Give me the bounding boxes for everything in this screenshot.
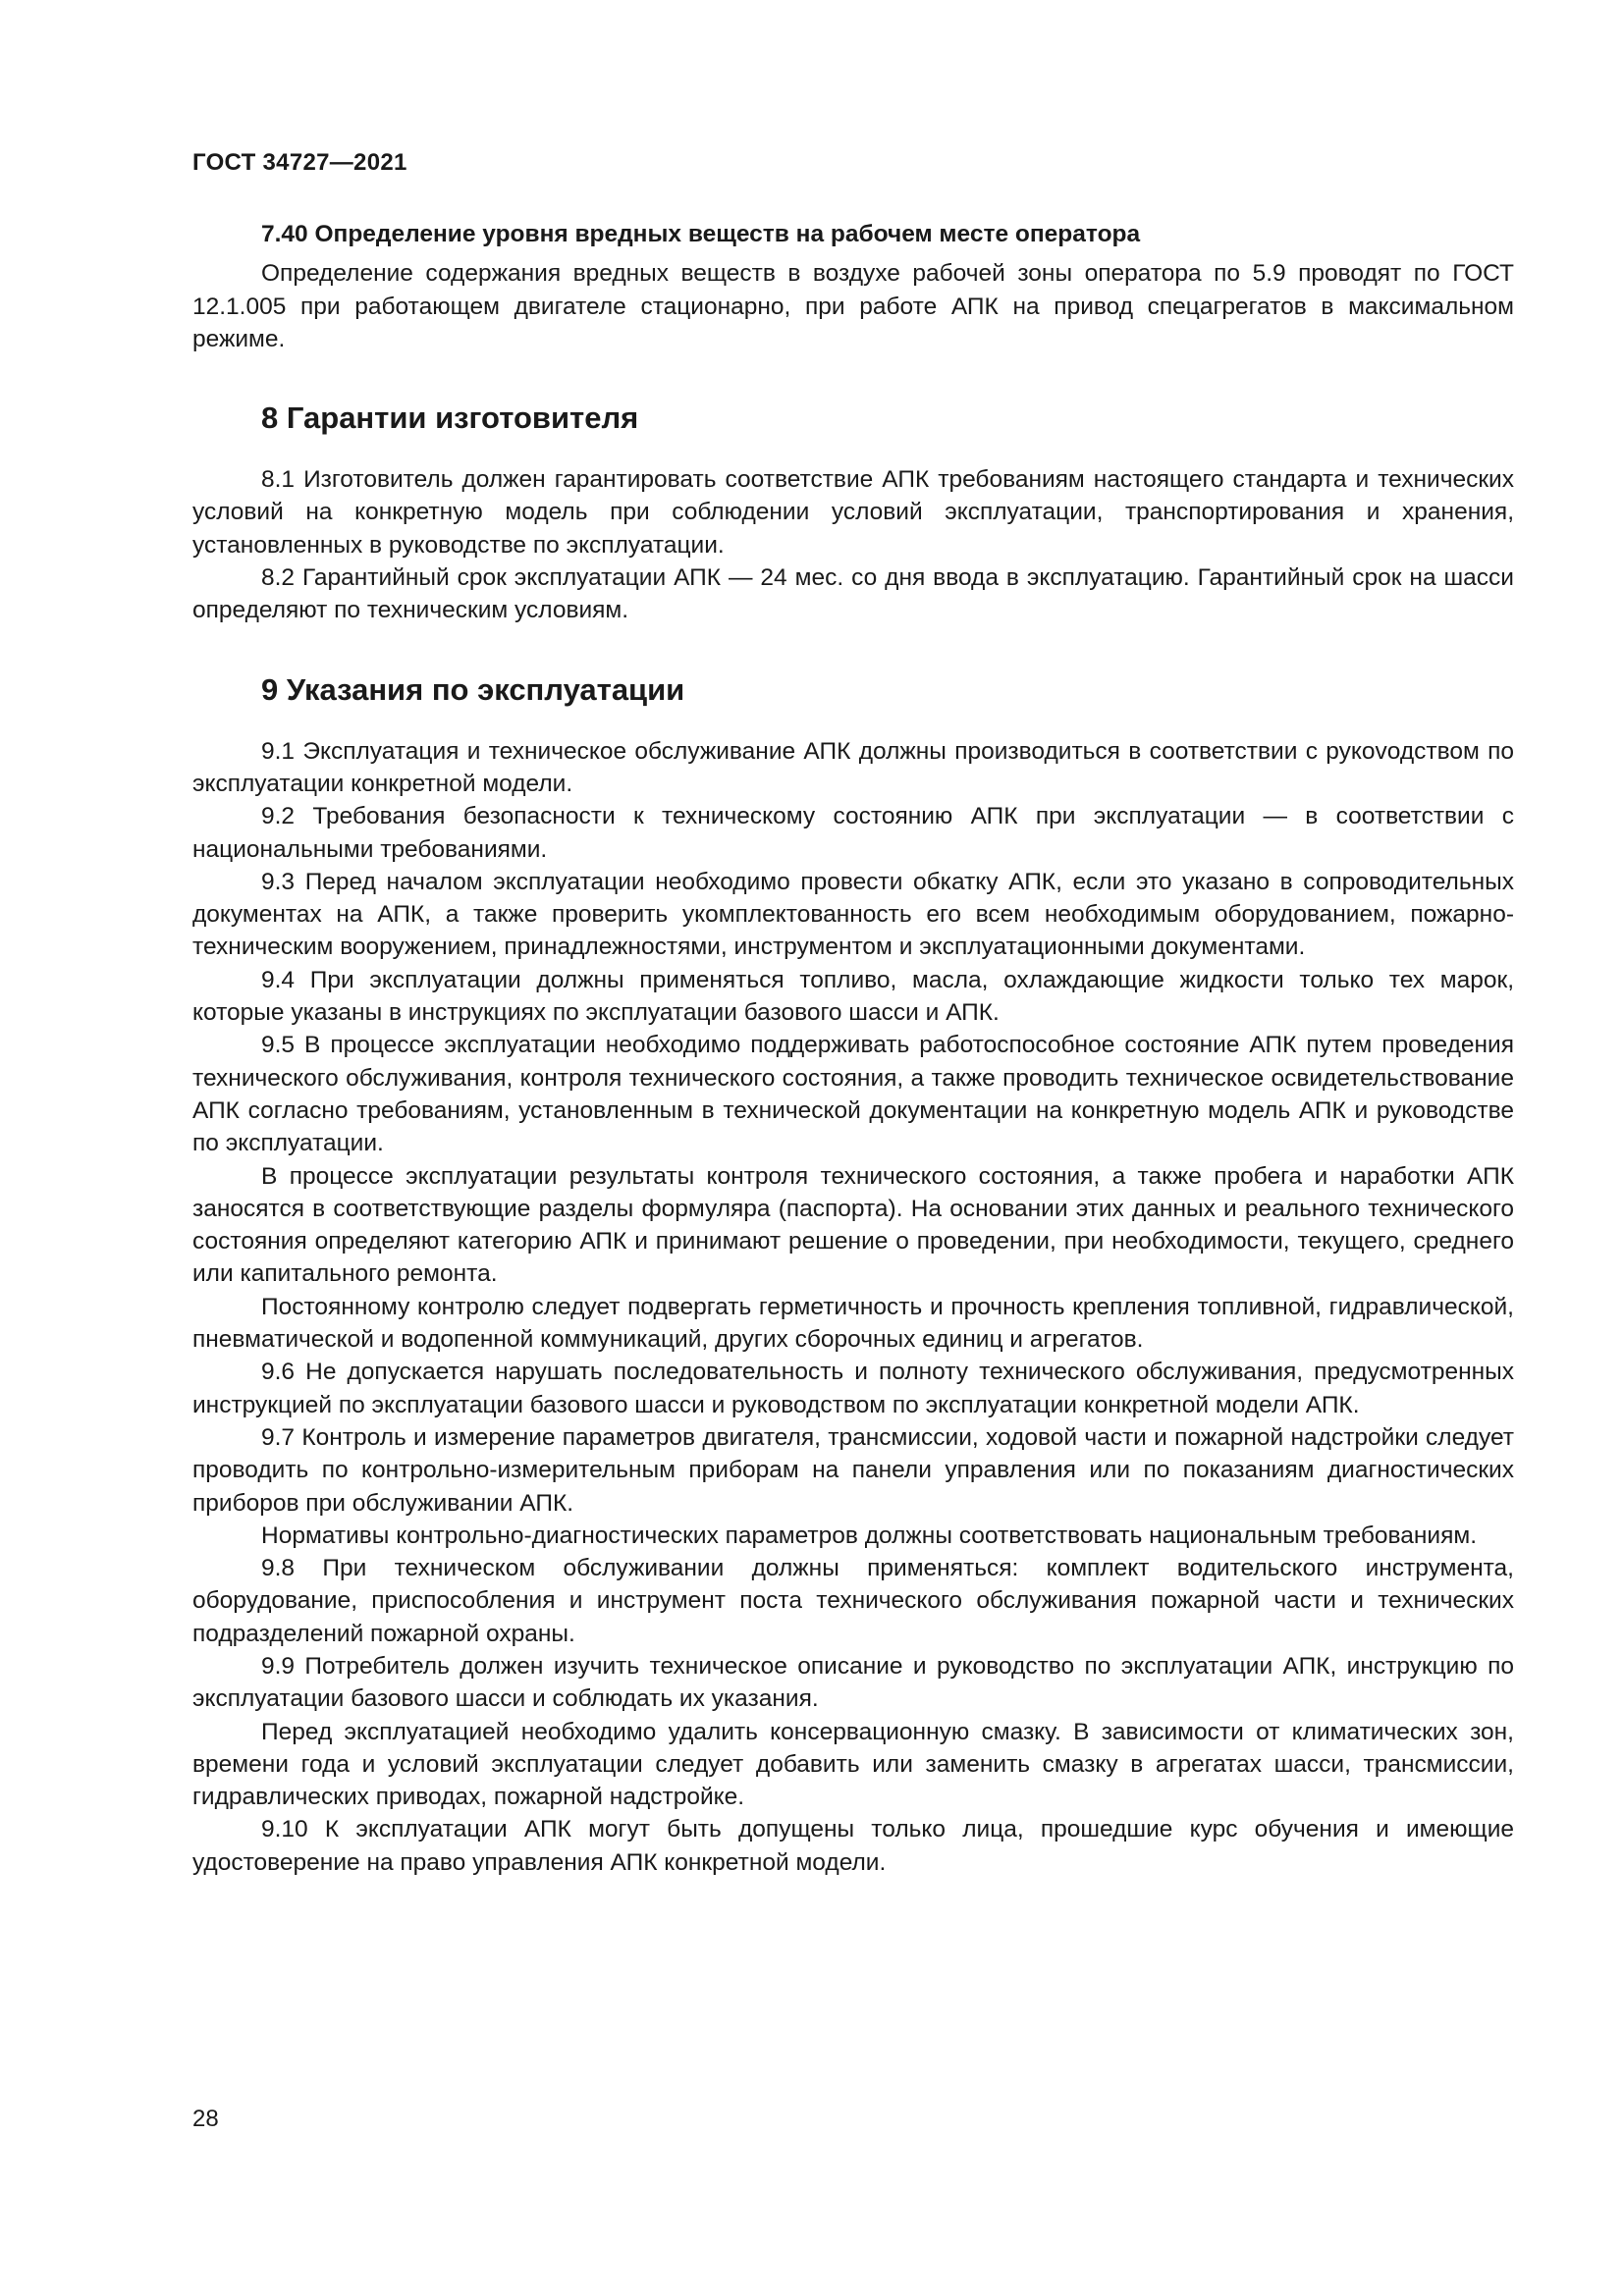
paragraph-9-6: 9.6 Не допускается нарушать последовательность и полноту технического обслуживания, предусмотренных инструкцией по эксплуатации базового шасси и руководством по эксплуатации конкретной модели АПК. [192, 1359, 1514, 1418]
paragraph-9-7: 9.7 Контроль и измерение параметров двигателя, трансмиссии, ходовой части и пожарной надстройки следует проводить по контрольно-измерительным приборам на панели управления или по показаниям диагностических приборов при обслуживании АПК. [192, 1423, 1514, 1517]
paragraph-9-5: 9.5 В процессе эксплуатации необходимо поддерживать работоспособное состояние АПК путем проведения технического обслуживания, контроля технического состояния, а также проводить техническое освидетельствование АПК согласно требованиям, установленным в технической документации на конкретную модель АПК и руководстве по эксплуатации. [192, 1032, 1514, 1157]
paragraph-8-1: 8.1 Изготовитель должен гарантировать соответствие АПК требованиям настоящего стандарта и технических условий на конкретную модель при соблюдении условий эксплуатации, транспортирования и хранения, установленных в руководстве по эксплуатации. [192, 466, 1514, 559]
paragraph-9-5-monitoring: Постоянному контролю следует подвергать герметичность и прочность крепления топливной, гидравлической, пневматической и водопенной коммуникаций, других сборочных единиц и агрегатов. [192, 1293, 1514, 1354]
section-9-title: 9 Указания по эксплуатации [261, 671, 685, 707]
document-body [192, 218, 1514, 1879]
section-8-title: 8 Гарантии изготовителя [261, 400, 639, 436]
paragraph-8-2: 8.2 Гарантийный срок эксплуатации АПК — 24 мес. со дня ввода в эксплуатацию. Гарантийный срок на шасси определяют по техническим условиям. [192, 564, 1514, 624]
paragraph-9-1: 9.1 Эксплуатация и техническое обслуживание АПК должны производиться в соответствии с рукоvодством по эксплуатации конкретной модели. [192, 737, 1514, 797]
document-header: ГОСТ 34727—2021 [192, 149, 407, 176]
paragraph-9-8: 9.8 При техническом обслуживании должны применяться: комплект водительского инструмента, оборудование, приспособления и инструмент поста технического обслуживания пожарной части и технических подразделений пожарной охраны. [192, 1555, 1514, 1647]
paragraph-9-4: 9.4 При эксплуатации должны применяться топливо, масла, охлаждающие жидкости только тех марок, которые указаны в инструкциях по эксплуатации базового шасси и АПК. [192, 966, 1514, 1027]
paragraph-9-7-norms: Нормативы контрольно-диагностических параметров должны соответствовать национальным требованиям. [261, 1522, 1478, 1549]
paragraph-9-2: 9.2 Требования безопасности к техническому состоянию АПК при эксплуатации — в соответствии с национальными требованиями. [192, 803, 1514, 863]
page-number: 28 [192, 2106, 219, 2132]
subsection-7-40-text: Определение содержания вредных веществ в воздухе рабочей зоны оператора по 5.9 проводят по ГОСТ 12.1.005 при работающем двигателе стационарно, при работе АПК на привод спецагрегатов в максимальном режиме. [192, 260, 1514, 352]
paragraph-9-10: 9.10 К эксплуатации АПК могут быть допущены только лица, прошедшие курс обучения и имеющие удостоверение на право управления АПК конкретной модели. [192, 1816, 1514, 1876]
paragraph-9-3: 9.3 Перед началом эксплуатации необходимо провести обкатку АПК, если это указано в сопроводительных документах на АПК, а также проверить укомплектованность его всем необходимым оборудованием, пожарно-техническим вооружением, принадлежностями, инструментом и эксплуатационными документами. [192, 868, 1514, 961]
paragraph-9-9: 9.9 Потребитель должен изучить техническое описание и руководство по эксплуатации АПК, инструкцию по эксплуатации базового шасси и соблюдать их указания. [192, 1652, 1514, 1713]
paragraph-9-5-records: В процессе эксплуатации результаты контроля технического состояния, а также пробега и наработки АПК заносятся в соответствующие разделы формуляра (паспорта). На основании этих данных и реального технического состояния определяют категорию АПК и принимают решение о проведении, при необходимости, текущего, среднего или капитального ремонта. [192, 1162, 1514, 1288]
paragraph-9-9-lubricant: Перед эксплуатацией необходимо удалить консервационную смазку. В зависимости от климатических зон, времени года и условий эксплуатации следует добавить или заменить смазку в агрегатах шасси, трансмиссии, гидравлических приводах, пожарной надстройке. [192, 1718, 1514, 1811]
subsection-7-40-title: 7.40 Определение уровня вредных веществ на рабочем месте оператора [261, 221, 1141, 247]
